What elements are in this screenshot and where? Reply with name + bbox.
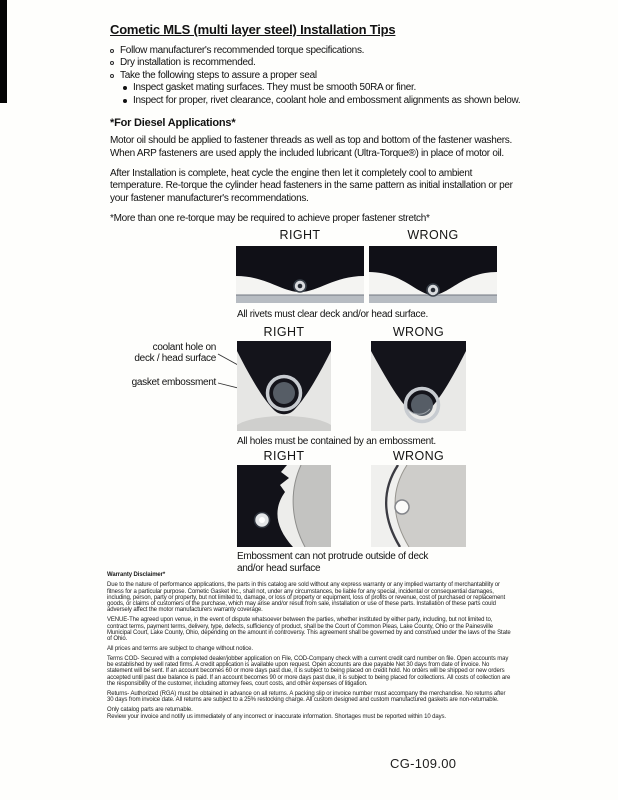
legal-paragraph: All prices and terms are subject to change without notice. (107, 645, 253, 652)
sub-bullet-item (123, 95, 525, 107)
open-bullet-icon (110, 49, 114, 53)
coolant-hole-label-line2: deck / head surface (134, 353, 216, 364)
legal-paragraph: Terms COD- Secured with a completed dealer/jobber application on File, COD-Company check with a current credit card number on file. Open accounts may be established by well rated firms. A credit application is available upon request. Open accounts are due payable Net 30 days from date of invoice. No statement will be sent. If an account becomes 60 or more days past due, it is subject to being placed on credit hold. No orders will be shipped or new orders accepted until past due balance is paid. If an account becomes 90 or more days past due, it is subject to being placed for collections. All costs of collection are the responsibility of the customer, including attorney fees, court costs, and other expenses of litigation. (107, 655, 511, 687)
bullet-item (110, 57, 525, 69)
embossment-protrusion-right-diagram (237, 465, 331, 547)
installation-tips-section (110, 22, 525, 224)
bullet-item (110, 70, 525, 82)
page-title: Cometic MLS (multi layer steel) Installation Tips (110, 22, 396, 37)
diesel-applications-heading: *For Diesel Applications* (110, 117, 236, 130)
legal-paragraph: Only catalog parts are returnable. (107, 706, 193, 713)
sub-bullet-item (123, 82, 525, 94)
row1-caption: All rivets must clear deck and/or head surface. (237, 309, 428, 320)
filled-bullet-icon (123, 86, 127, 90)
bullet-text: Take the following steps to assure a proper seal (120, 69, 317, 81)
row2-right-label: RIGHT (263, 325, 305, 339)
sub-bullet-text: Inspect gasket mating surfaces. They must be smooth 50RA or finer. (133, 82, 416, 94)
legal-paragraph: Returns- Authorized (RGA) must be obtained in advance on all returns. A packing slip or invoice number must accompany the merchandise. No returns after 30 days from invoice date. All returns are subject to a 25% restocking charge. All custom designed and custom manufactured gaskets are non-returnable. (107, 690, 506, 704)
legal-paragraph: Due to the nature of performance applications, the parts in this catalog are sold without any express warranty or any implied warranty of merchantability or fitness for a particular purpose. Cometic Gasket Inc., shall not, under any circumstances, be liable for any special, incidental or consequential damages, including, person, party or property, but not limited to, damage, or loss of property or equipment, loss of profits or revenue, cost of purchased or replacement goods, or claims of customers of the purchase, which may arise and/or result from sale, installation or use of these parts. Installation of these parts could adversely affect the motor manufacturers warranty coverage. (107, 582, 506, 614)
open-bullet-icon (110, 61, 114, 65)
embossment-containment-wrong-diagram (371, 341, 466, 431)
retorque-note: *More than one re-torque may be required to achieve proper fastener stretch* (110, 213, 430, 225)
rivet-clearance-right-diagram (236, 246, 364, 303)
bullet-text: Dry installation is recommended. (120, 57, 256, 69)
open-bullet-icon (110, 74, 114, 78)
gasket-embossment-label: gasket embossment (131, 377, 216, 388)
row3-caption-line1: Embossment can not protrude outside of deck (237, 551, 429, 562)
embossment-protrusion-wrong-diagram (371, 465, 466, 547)
scan-binding-mark (0, 0, 7, 103)
page-code: CG-109.00 (390, 756, 457, 771)
row1-wrong-label: WRONG (407, 228, 459, 242)
warranty-disclaimer-section (107, 572, 513, 723)
row3-caption-line2: and/or head surface (237, 563, 321, 574)
row1-right-label: RIGHT (279, 228, 321, 242)
rivet-clearance-wrong-diagram (369, 246, 497, 303)
embossment-containment-right-diagram (237, 341, 331, 431)
coolant-hole-label (110, 342, 216, 364)
row3-wrong-label: WRONG (392, 449, 445, 463)
row3-right-label: RIGHT (263, 449, 305, 463)
legal-paragraph: Review your invoice and notify us immediately of any incorrect or inaccurate information. Shortages must be reported within 10 days. (107, 713, 446, 720)
bullet-text: Follow manufacturer's recommended torque specifications. (120, 45, 365, 56)
coolant-hole-label-line1: coolant hole on (152, 342, 216, 353)
row2-wrong-label: WRONG (392, 325, 445, 339)
bullet-item (110, 45, 525, 57)
diesel-paragraph-1: Motor oil should be applied to fastener threads as well as top and bottom of the fastener washers. When ARP fasteners are used apply the included lubricant (Ultra-Torque®) in place of motor oil. (110, 135, 512, 159)
filled-bullet-icon (123, 99, 127, 103)
sub-bullet-text: Inspect for proper, rivet clearance, coolant hole and embossment alignments as shown below. (133, 94, 521, 106)
row2-caption: All holes must be contained by an embossment. (237, 436, 436, 447)
diesel-paragraph-2: After Installation is complete, heat cycle the engine then let it completely cool to ambient temperature. Re-torque the cylinder head fasteners in the same pattern as initial installation or per your fastener manufacturer's recommendations. (110, 167, 513, 205)
legal-paragraph: VENUE-The agreed upon venue, in the event of dispute whatsoever between the parties, whether instituted by either party, including, but not limited to, contract terms, payment terms, delivery, type, defects, sufficiency of product, shall be the Court of Common Pleas, Lake County, Ohio or the Painesville Municipal Court, Lake County, Ohio, depending on the amount in controversy. This agreement shall be governed by and construed under the laws of the State of Ohio. (107, 617, 511, 643)
warranty-disclaimer-heading: Warranty Disclaimer* (107, 572, 166, 578)
